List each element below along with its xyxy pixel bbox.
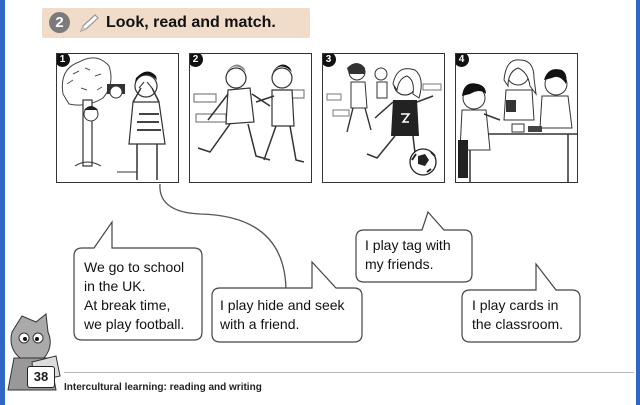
panel-number-3: 3: [322, 53, 336, 67]
task-number: 2: [49, 12, 70, 33]
footer-divider: [64, 372, 634, 373]
speech-bubble-hide-and-seek: I play hide and seek with a friend.: [220, 297, 345, 332]
panel-number-4: 4: [455, 53, 469, 67]
panel-number-1: 1: [56, 53, 70, 67]
speech-bubble-cards: I play cards in the classroom.: [472, 297, 564, 332]
speech-bubble-tag: I play tag with my friends.: [365, 237, 451, 272]
footer-text: Intercultural learning: reading and writing: [64, 382, 262, 393]
task-title: Look, read and match.: [106, 14, 276, 31]
speech-bubble-school: We go to school in the UK. At break time, we play football.: [84, 259, 185, 332]
panel-number-2: 2: [189, 53, 203, 67]
page-number: 38: [27, 366, 55, 388]
